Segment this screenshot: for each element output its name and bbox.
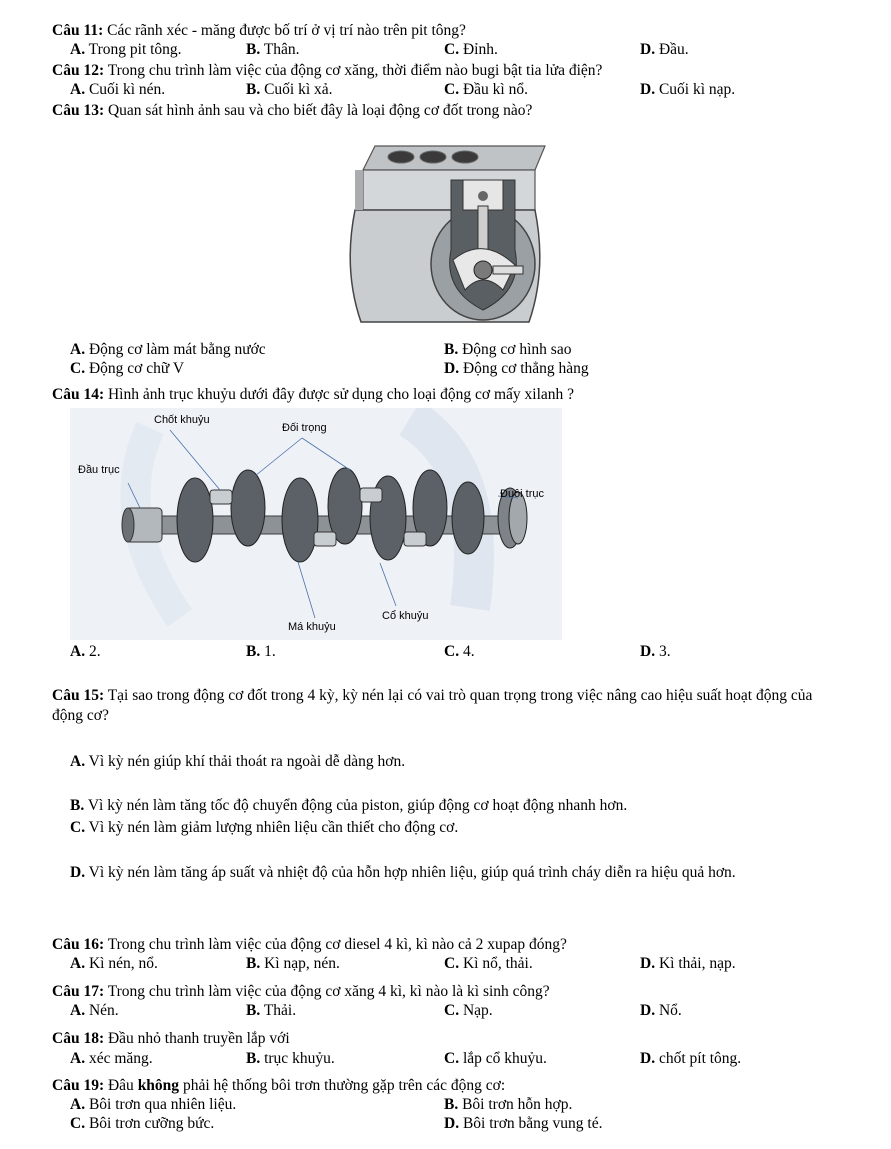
option-b[interactable]: B. Bôi trơn hỗn hợp. (444, 1096, 573, 1113)
question-number: Câu 11: (52, 22, 104, 39)
option-b[interactable]: B. 1. (246, 643, 276, 660)
question-19: Câu 19: Đâu không phải hệ thống bôi trơn thường gặp trên các động cơ: (52, 1077, 506, 1094)
option-d[interactable]: D. Bôi trơn bằng vung té. (444, 1115, 603, 1132)
option-d[interactable]: D. 3. (640, 643, 671, 660)
label-duoi-truc: Đuôi trục (500, 488, 545, 500)
question-text: Các rãnh xéc - măng được bố trí ở vị trí nào trên pit tông? (103, 22, 466, 39)
option-d[interactable]: D. chốt pít tông. (640, 1050, 742, 1067)
question-14 (52, 385, 574, 404)
question-11 (52, 21, 466, 40)
option-d[interactable]: D. Đầu. (640, 41, 689, 58)
question-text: Hình ảnh trục khuỷu dưới đây được sử dụng cho loại động cơ mấy xilanh ? (104, 386, 575, 403)
option-b[interactable]: B. Thải. (246, 1002, 297, 1019)
question-number: Câu 16: (52, 936, 105, 953)
label-dau-truc: Đầu trục (78, 464, 120, 476)
option-a[interactable]: A. 2. (70, 643, 101, 660)
question-text: Trong chu trình làm việc của động cơ xăng, thời điểm nào bugi bật tia lửa điện? (104, 62, 603, 79)
option-d[interactable]: D. Nổ. (640, 1002, 682, 1019)
option-a[interactable]: A. Kì nén, nổ. (70, 955, 158, 972)
option-c[interactable]: C. Bôi trơn cưỡng bức. (70, 1115, 215, 1132)
option-c[interactable]: C. Đầu kì nổ. (444, 81, 528, 98)
question-16 (52, 935, 567, 954)
option-d[interactable]: D. Vì kỳ nén làm tăng áp suất và nhiệt độ của hỗn hợp nhiên liệu, giúp quá trình cháy diễn ra hiệu quả hơn. (70, 864, 736, 881)
question-number: Câu 14: (52, 386, 105, 403)
option-b[interactable]: B. Cuối kì xả. (246, 81, 333, 98)
question-text: Trong chu trình làm việc của động cơ diesel 4 kì, kì nào cả 2 xupap đóng? (104, 936, 567, 953)
question-text: Quan sát hình ảnh sau và cho biết đây là loại động cơ đốt trong nào? (104, 102, 533, 119)
question-17 (52, 982, 550, 1001)
option-c[interactable]: C. Nạp. (444, 1002, 493, 1019)
option-b[interactable]: B. Thân. (246, 41, 300, 58)
option-c[interactable]: C. Kì nổ, thải. (444, 955, 533, 972)
option-b[interactable]: B. Kì nạp, nén. (246, 955, 340, 972)
question-text: Tại sao trong động cơ đốt trong 4 kỳ, kỳ nén lại có vai trò quan trọng trong việc nâng cao hiệu suất hoạt động của động cơ? (52, 687, 813, 724)
question-text: Đầu nhỏ thanh truyền lắp với (104, 1030, 290, 1047)
option-a[interactable]: A. Bôi trơn qua nhiên liệu. (70, 1096, 237, 1113)
option-a[interactable]: A. Trong pit tông. (70, 41, 182, 58)
question-number: Câu 15: (52, 687, 105, 704)
option-d[interactable]: D. Cuối kì nạp. (640, 81, 736, 98)
question-number: Câu 17: (52, 983, 105, 1000)
question-number: Câu 12: (52, 62, 105, 79)
question-number: Câu 19: (52, 1077, 105, 1094)
crankshaft-image (70, 408, 562, 640)
option-c[interactable]: C. lắp cổ khuỷu. (444, 1050, 547, 1067)
option-c[interactable]: C. Đỉnh. (444, 41, 498, 58)
option-d[interactable]: D. Kì thải, nạp. (640, 955, 736, 972)
label-co-khuyu: Cổ khuỷu (382, 610, 429, 622)
option-c[interactable]: C. 4. (444, 643, 475, 660)
question-number: Câu 18: (52, 1030, 105, 1047)
question-number: Câu 13: (52, 102, 105, 119)
emphasis-khong: không (137, 1077, 180, 1094)
option-a[interactable]: A. Động cơ làm mát bằng nước (70, 341, 266, 358)
option-c[interactable]: C. Động cơ chữ V (70, 360, 185, 377)
question-13 (52, 101, 532, 120)
question-18 (52, 1029, 290, 1048)
option-b[interactable]: B. Động cơ hình sao (444, 341, 572, 358)
option-a[interactable]: A. xéc măng. (70, 1050, 153, 1067)
option-a[interactable]: A. Vì kỳ nén giúp khí thải thoát ra ngoài dễ dàng hơn. (70, 753, 406, 770)
question-text: Trong chu trình làm việc của động cơ xăng 4 kì, kì nào là kì sinh công? (104, 983, 550, 1000)
option-a[interactable]: A. Cuối kì nén. (70, 81, 166, 98)
question-12 (52, 61, 602, 80)
label-doi-trong: Đối trọng (282, 422, 327, 434)
option-b[interactable]: B. trục khuỷu. (246, 1050, 335, 1067)
question-15 (52, 686, 842, 726)
option-d[interactable]: D. Động cơ thẳng hàng (444, 360, 589, 377)
option-c[interactable]: C. Vì kỳ nén làm giảm lượng nhiên liệu cần thiết cho động cơ. (70, 819, 459, 836)
option-b[interactable]: B. Vì kỳ nén làm tăng tốc độ chuyển động của piston, giúp động cơ hoạt động nhanh hơn. (70, 797, 628, 814)
option-a[interactable]: A. Nén. (70, 1002, 119, 1019)
label-ma-khuyu: Má khuỷu (288, 621, 336, 633)
label-chot-khuyu: Chốt khuỷu (154, 414, 210, 426)
engine-cutaway-image (333, 140, 555, 337)
